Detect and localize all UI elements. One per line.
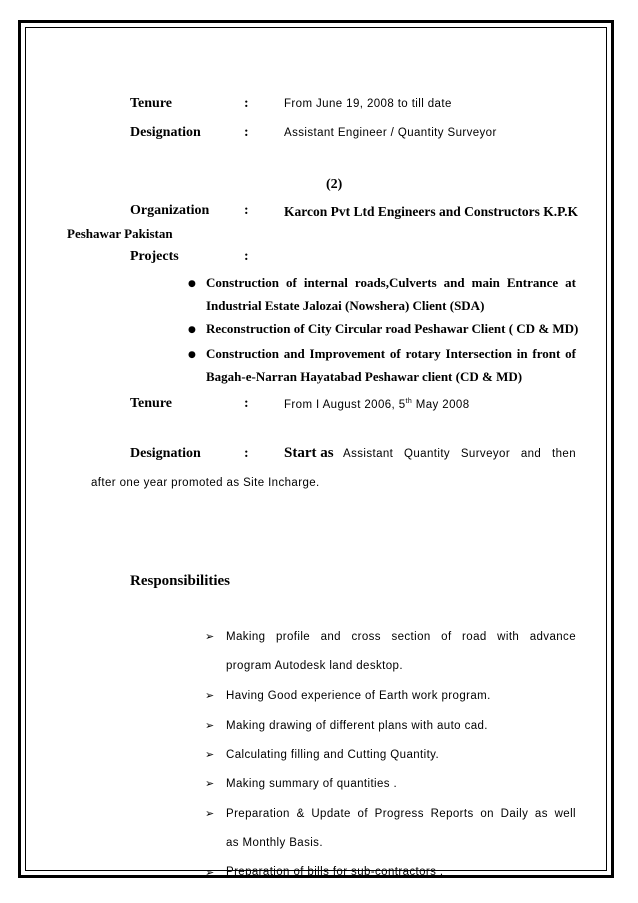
arrow-bullet-icon: ➢ — [205, 689, 215, 702]
responsibility-7: Preparation of bills for sub-contractors . — [226, 866, 444, 878]
projects-label: Projects — [130, 249, 179, 264]
arrow-bullet-icon: ➢ — [205, 777, 215, 790]
project-1-line1: Construction of internal roads,Culverts and main Entrance at — [206, 275, 576, 290]
tenure2-label: Tenure — [130, 396, 173, 411]
project-1-line2: Industrial Estate Jalozai (Nowshera) Client (SDA) — [206, 298, 485, 313]
arrow-bullet-icon: ➢ — [205, 866, 215, 879]
tenure-value: From June 19, 2008 to till date — [284, 98, 452, 110]
arrow-bullet-icon: ➢ — [205, 748, 215, 761]
section-number: (2) — [326, 177, 343, 192]
organization-value: Karcon Pvt Ltd Engineers and Constructors K.P.K — [284, 204, 579, 219]
responsibility-2: Having Good experience of Earth work program. — [226, 690, 491, 702]
designation2-value: Assistant Quantity Surveyor and then — [343, 448, 576, 460]
designation-label: Designation — [130, 125, 201, 140]
responsibility-5: Making summary of quantities . — [226, 778, 398, 790]
responsibilities-heading: Responsibilities — [130, 573, 231, 589]
organization-colon: : — [244, 203, 249, 218]
responsibility-6-line1: Preparation & Update of Progress Reports on Daily as well — [226, 808, 576, 820]
designation2-label: Designation — [130, 446, 201, 461]
responsibility-3: Making drawing of different plans with auto cad. — [226, 720, 488, 732]
responsibility-4: Calculating filling and Cutting Quantity. — [226, 749, 440, 761]
bullet-icon: ● — [188, 279, 196, 289]
project-3-line2: Bagah-e-Narran Hayatabad Peshawar client (CD & MD) — [206, 369, 523, 384]
tenure2-colon: : — [244, 396, 249, 411]
tenure-colon: : — [244, 96, 249, 111]
responsibility-6-line2: as Monthly Basis. — [226, 837, 323, 849]
designation2-continuation: after one year promoted as Site Incharge. — [91, 477, 320, 489]
bullet-icon: ● — [188, 350, 196, 360]
project-2-line1: Reconstruction of City Circular road Peshawar Client ( CD & MD) — [206, 321, 579, 336]
project-3-line1: Construction and Improvement of rotary Intersection in front of — [206, 346, 576, 361]
projects-colon: : — [244, 249, 249, 264]
arrow-bullet-icon: ➢ — [205, 630, 215, 643]
arrow-bullet-icon: ➢ — [205, 719, 215, 732]
tenure2-value: From I August 2006, 5th May 2008 — [284, 398, 470, 411]
tenure-label: Tenure — [130, 96, 173, 111]
designation2-colon: : — [244, 446, 249, 461]
organization-label: Organization — [130, 203, 210, 218]
designation-colon: : — [244, 125, 249, 140]
bullet-icon: ● — [188, 325, 196, 335]
organization-continuation: Peshawar Pakistan — [67, 226, 173, 241]
responsibility-1-line2: program Autodesk land desktop. — [226, 660, 403, 672]
arrow-bullet-icon: ➢ — [205, 807, 215, 820]
designation-value: Assistant Engineer / Quantity Surveyor — [284, 127, 497, 139]
responsibility-1-line1: Making profile and cross section of road with advance — [226, 631, 576, 643]
designation2-start: Start as — [284, 445, 334, 461]
